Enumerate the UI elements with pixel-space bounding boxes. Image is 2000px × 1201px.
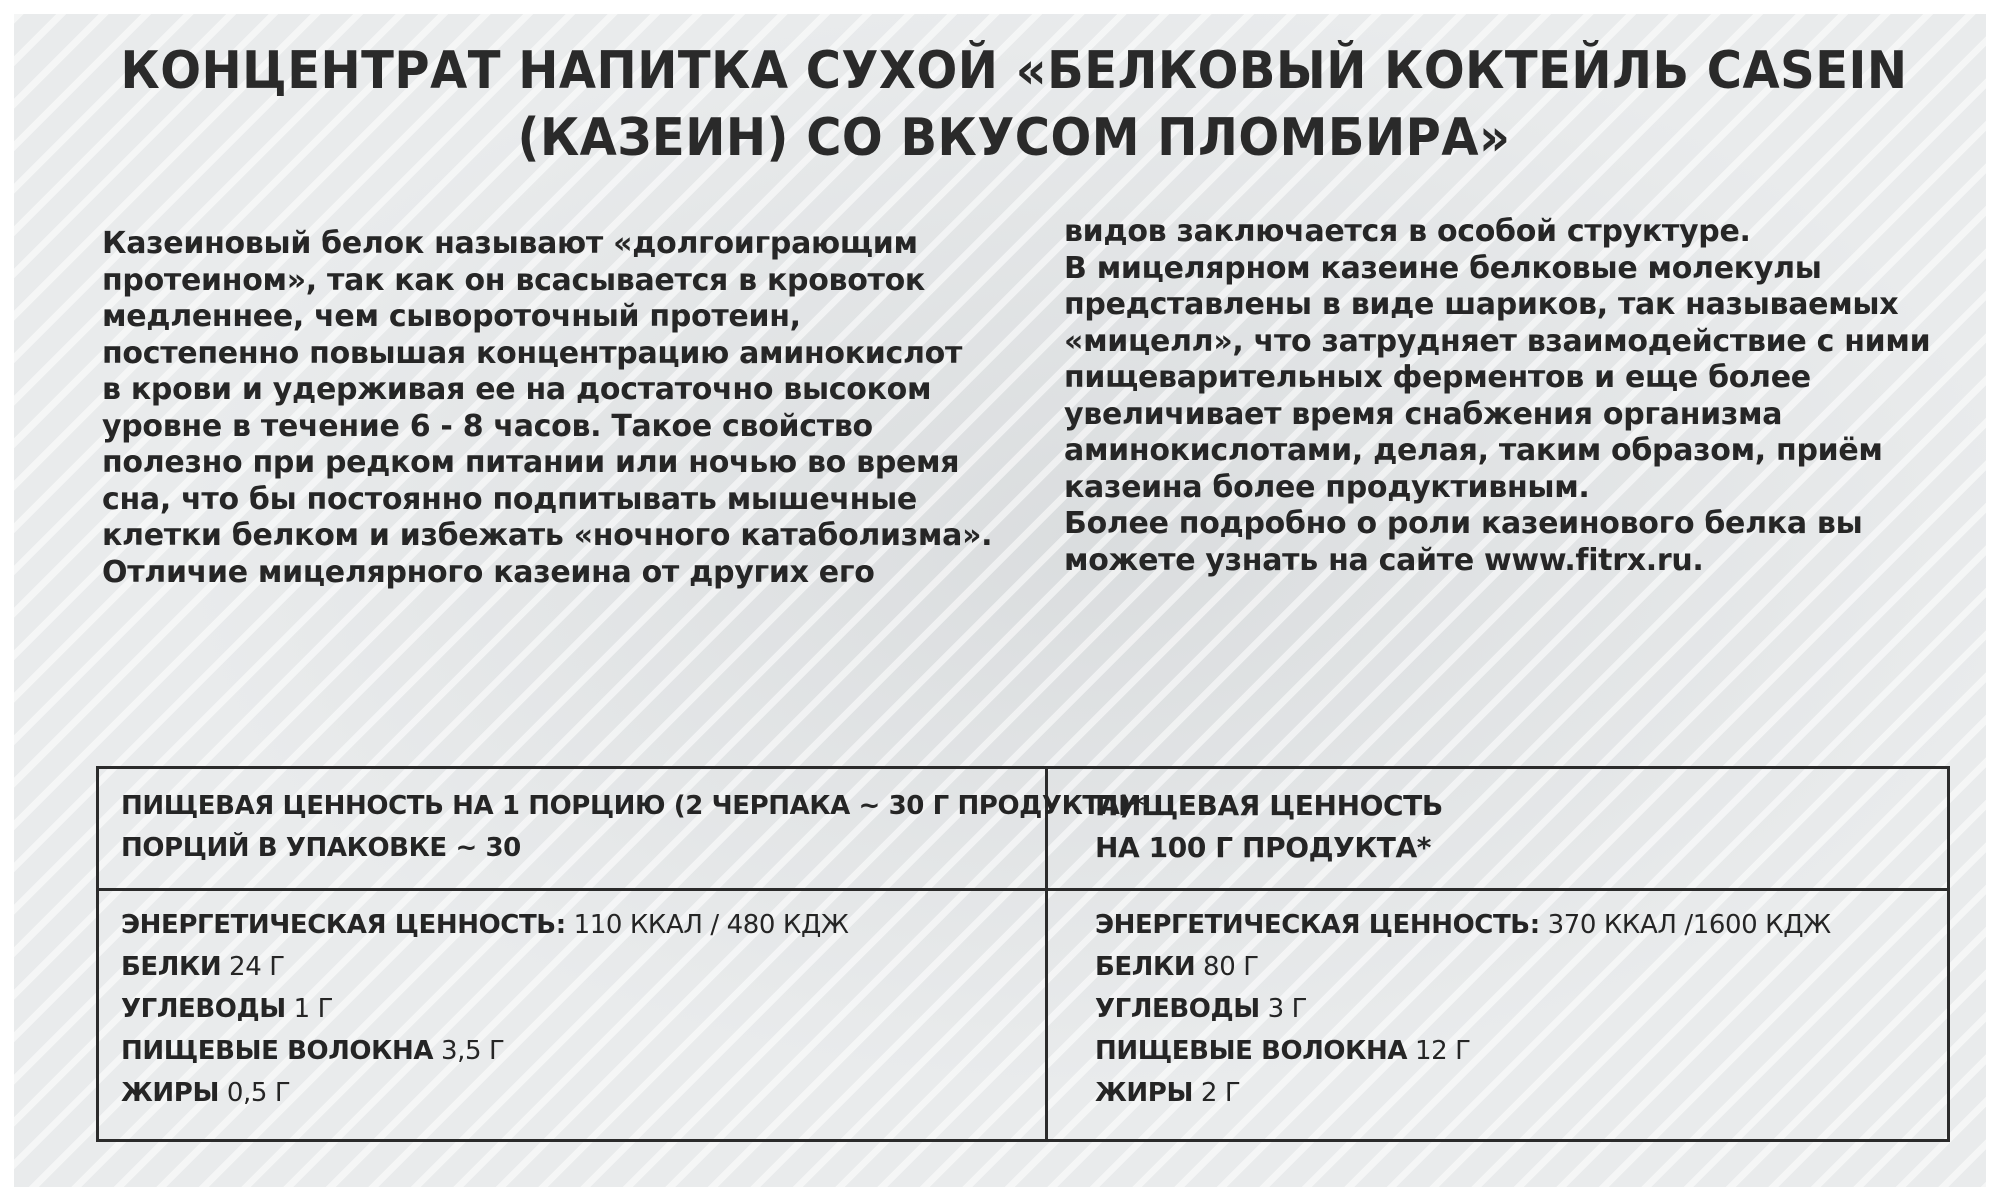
text-line: постепенно повышая концентрацию аминокислот	[102, 335, 963, 371]
title-line: (КАЗЕИН) СО ВКУСОМ ПЛОМБИРА»	[517, 107, 1511, 168]
nutrition-row-protein	[121, 946, 849, 988]
nutrient-value: 24 Г	[221, 952, 285, 982]
text-line: Отличие мицелярного казеина от других его	[102, 554, 875, 590]
nutrient-value: 3 Г	[1259, 994, 1308, 1024]
nutrition-row-fiber	[121, 1030, 849, 1072]
nutrient-value: 12 Г	[1407, 1036, 1471, 1066]
text-line: полезно при редком питании или ночью во время	[102, 445, 960, 480]
nutrition-row-fiber	[1095, 1030, 1831, 1072]
per-100g-header	[1095, 785, 1443, 869]
nutrient-label: ЖИРЫ	[1095, 1078, 1193, 1108]
nutrition-row-fat	[121, 1072, 849, 1114]
description-left-column	[102, 226, 1042, 591]
nutrient-label: ПИЩЕВЫЕ ВОЛОКНА	[1095, 1036, 1408, 1066]
text-line: В мицелярном казеине белковые молекулы	[1064, 250, 1822, 286]
text-line: уровне в течение 6 - 8 часов. Такое свойство	[102, 408, 873, 444]
nutrient-label: ЖИРЫ	[121, 1078, 219, 1108]
header-line: ПОРЦИЙ В УПАКОВКЕ ~ 30	[121, 833, 521, 863]
text-line: представлены в виде шариков, так называемых	[1064, 287, 1899, 322]
nutrition-row-carbs	[121, 988, 849, 1030]
text-line: видов заключается в особой структуре.	[1064, 214, 1751, 249]
text-line: Казеиновый белок называют «долгоиграющим	[102, 226, 918, 261]
nutrient-label: ЭНЕРГЕТИЧЕСКАЯ ЦЕННОСТЬ:	[121, 910, 566, 940]
text-line: сна, что бы постоянно подпитывать мышечные	[102, 481, 917, 517]
nutrient-value: 1 Г	[285, 994, 334, 1024]
text-line: пищеварительных ферментов и еще более	[1064, 360, 1811, 395]
website-line: можете узнать на сайте www.fitrx.ru.	[1064, 542, 1704, 578]
nutrient-label: БЕЛКИ	[121, 952, 222, 982]
package-label	[14, 14, 1986, 1187]
header-line: НА 100 Г ПРОДУКТА*	[1095, 831, 1432, 864]
header-line: ПИЩЕВАЯ ЦЕННОСТЬ	[1095, 789, 1443, 822]
nutrient-label: БЕЛКИ	[1095, 952, 1196, 982]
text-line: клетки белком и избежать «ночного катаболизма».	[102, 518, 993, 553]
nutrient-label: УГЛЕВОДЫ	[1095, 994, 1260, 1024]
text-line: казеина более продуктивным.	[1064, 469, 1590, 505]
per-serving-header	[121, 785, 1144, 869]
nutrient-value: 80 Г	[1195, 952, 1259, 982]
text-line: протеином», так как он всасывается в кровоток	[102, 262, 925, 298]
nutrient-value: 110 ККАЛ / 480 КДЖ	[565, 910, 849, 940]
nutrient-label: ПИЩЕВЫЕ ВОЛОКНА	[121, 1036, 434, 1066]
nutrition-table	[96, 766, 1950, 1142]
nutrient-value: 2 Г	[1192, 1078, 1241, 1108]
nutrition-row-carbs	[1095, 988, 1831, 1030]
header-line: ПИЩЕВАЯ ЦЕННОСТЬ НА 1 ПОРЦИЮ (2 ЧЕРПАКА ~ 30 Г ПРОДУКТА)*	[121, 791, 1145, 821]
text-line: медленнее, чем сывороточный протеин,	[102, 299, 801, 334]
nutrient-label: ЭНЕРГЕТИЧЕСКАЯ ЦЕННОСТЬ:	[1095, 910, 1540, 940]
nutrient-label: УГЛЕВОДЫ	[121, 994, 286, 1024]
per-serving-values	[121, 904, 849, 1114]
text-line: в крови и удерживая ее на достаточно высоком	[102, 372, 932, 407]
title-line: КОНЦЕНТРАТ НАПИТКА СУХОЙ «БЕЛКОВЫЙ КОКТЕЙЛЬ CASEIN	[120, 40, 1908, 101]
nutrition-row-protein	[1095, 946, 1831, 988]
nutrient-value: 370 ККАЛ /1600 КДЖ	[1539, 910, 1831, 940]
nutrition-row-energy	[1095, 904, 1831, 946]
nutrition-row-energy	[121, 904, 849, 946]
nutrition-row-fat	[1095, 1072, 1831, 1114]
text-line: увеличивает время снабжения организма	[1064, 396, 1783, 432]
table-divider-horizontal	[99, 888, 1947, 891]
text-line: аминокислотами, делая, таким образом, приём	[1064, 433, 1883, 468]
per-100g-values	[1095, 904, 1831, 1114]
description-right-column	[1064, 214, 1964, 579]
text-line: «мицелл», что затрудняет взаимодействие с ними	[1064, 323, 1931, 359]
nutrient-value: 0,5 Г	[218, 1078, 291, 1108]
product-title	[14, 37, 1986, 171]
text-line: Более подробно о роли казеинового белка вы	[1064, 506, 1863, 541]
nutrient-value: 3,5 Г	[433, 1036, 505, 1066]
